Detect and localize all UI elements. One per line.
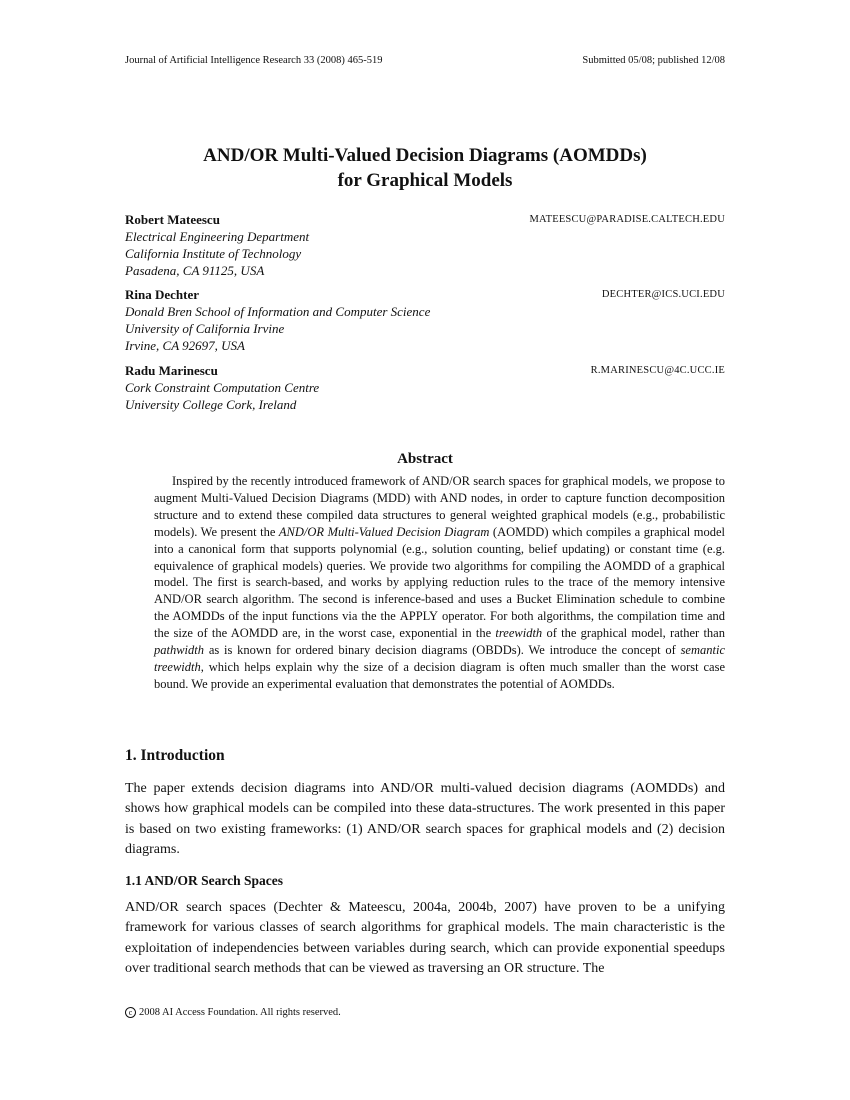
- author-block: [125, 211, 725, 279]
- author-affiliation: California Institute of Technology: [125, 246, 302, 261]
- submission-dates: Submitted 05/08; published 12/08: [582, 55, 725, 66]
- author-block: [125, 286, 725, 354]
- abstract-emphasis: semantic treewidth: [154, 643, 725, 674]
- copyright-footer: [125, 1007, 341, 1018]
- author-affiliation: Irvine, CA 92697, USA: [125, 338, 245, 353]
- paper-title: [100, 143, 750, 193]
- author-name: Rina Dechter: [125, 287, 200, 302]
- abstract-segment: Inspired by the recently introduced framework of AND/OR search spaces for graphical models, we propose to augment Multi-Valued Decision Diagrams (MDD) with AND nodes, in order to capture function decomposition structure and to extend these compiled data structures to general weighted graphical models (e.g., probabilistic models). We present the: [154, 474, 725, 539]
- abstract-segment: (AOMDD) which compiles a graphical model into a canonical form that supports polynomial (e.g., solution counting, belief updating) or constant time (e.g. equivalence of graphical models) queries. We provide two algorithms for compiling the AOMDD of a graphical model. The first is search-based, and works by applying reduction rules to the trace of the memory intensive AND/OR search algorithm. The second is inference-based and uses a Bucket Elimination schedule to combine the AOMDDs of the input functions via the the: [154, 524, 725, 624]
- subsection-heading: 1.1 AND/OR Search Spaces: [125, 873, 284, 888]
- intro-paragraph: [125, 779, 725, 860]
- author-affiliation: Donald Bren School of Information and Computer Science: [125, 304, 431, 319]
- apply-operator: APPLY: [399, 609, 439, 624]
- author-name: Robert Mateescu: [125, 212, 220, 227]
- subsection-text: AND/OR search spaces (Dechter & Mateescu, 2004a, 2004b, 2007) have proven to be a unifying framework for various classes of search algorithms for graphical models. The main characteristic is the exploitation of independencies between variables during search, which can provide exponential speedups over traditional search methods that can be viewed as traversing an OR structure. The: [125, 900, 725, 976]
- author-affiliation: University of California Irvine: [125, 321, 285, 336]
- section-heading-introduction: 1. Introduction: [125, 747, 225, 764]
- abstract-heading: Abstract: [397, 451, 453, 467]
- copyright-text: 2008 AI Access Foundation. All rights reserved.: [139, 1007, 341, 1018]
- abstract-segment: operator. For both algorithms, the compilation time and the size of the AOMDD are, in the worst case, exponential in the: [154, 609, 725, 641]
- title-line-2: for Graphical Models: [337, 170, 513, 191]
- abstract-text: [154, 473, 725, 693]
- abstract-emphasis: AND/OR Multi-Valued Decision Diagram: [278, 524, 490, 539]
- journal-citation: Journal of Artificial Intelligence Research 33 (2008) 465-519: [125, 55, 383, 66]
- running-header: [125, 55, 725, 66]
- abstract-segment: , which helps explain why the size of a decision diagram is often much smaller than the worst case bound. We provide an experimental evaluation that demonstrates the potential of AOMDDs.: [154, 659, 725, 691]
- subsection-paragraph: [125, 898, 725, 979]
- abstract-emphasis: pathwidth: [154, 643, 205, 658]
- author-affiliation: University College Cork, Ireland: [125, 397, 297, 412]
- author-email: MATEESCU@PARADISE.CALTECH.EDU: [529, 214, 725, 225]
- abstract-segment: of the graphical model, rather than: [542, 626, 725, 641]
- author-affiliation: Cork Constraint Computation Centre: [125, 380, 320, 395]
- intro-text: The paper extends decision diagrams into AND/OR multi-valued decision diagrams (AOMDDs) and shows how graphical models can be compiled into these data-structures. The work presented in this paper is based on two existing frameworks: (1) AND/OR search spaces for graphical models and (2) decision diagrams.: [125, 781, 725, 857]
- author-email: R.MARINESCU@4C.UCC.IE: [590, 365, 725, 376]
- abstract-segment: as is known for ordered binary decision diagrams (OBDDs). We introduce the concept of: [204, 643, 681, 658]
- author-affiliation: Pasadena, CA 91125, USA: [125, 263, 265, 278]
- author-affiliation: Electrical Engineering Department: [125, 229, 310, 244]
- author-name: Radu Marinescu: [125, 363, 218, 378]
- copyright-icon: c: [125, 1007, 136, 1018]
- abstract-emphasis: treewidth: [495, 626, 543, 641]
- author-email: DECHTER@ICS.UCI.EDU: [601, 289, 725, 300]
- author-block: [125, 362, 725, 413]
- title-line-1: AND/OR Multi-Valued Decision Diagrams (AOMDDs): [203, 145, 647, 166]
